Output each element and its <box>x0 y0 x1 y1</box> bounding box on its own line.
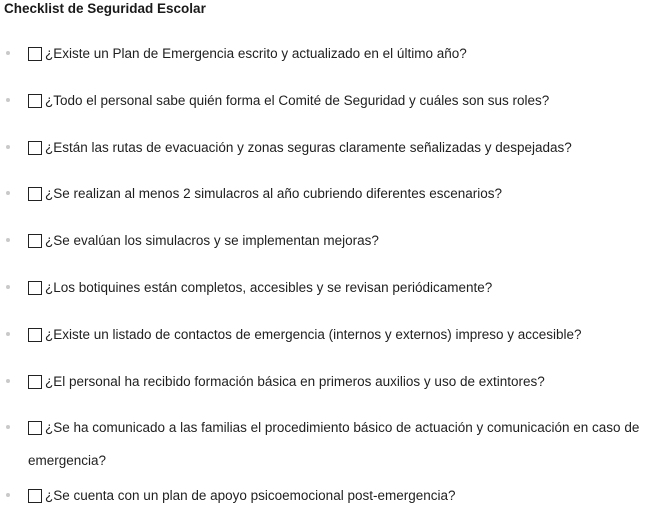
item-text: ¿Se realizan al menos 2 simulacros al año cubriendo diferentes escenarios? <box>45 186 502 201</box>
item-line <box>28 131 572 164</box>
bullet-icon <box>6 379 10 383</box>
item-text: ¿Todo el personal sabe quién forma el Comité de Seguridad y cuáles son sus roles? <box>45 93 550 108</box>
item-text: ¿Se cuenta con un plan de apoyo psicoemocional post-emergencia? <box>45 488 456 503</box>
item-text: ¿Se evalúan los simulacros y se implementan mejoras? <box>45 233 379 248</box>
checkbox[interactable] <box>28 421 42 435</box>
checkbox[interactable] <box>28 234 42 248</box>
checkbox[interactable] <box>28 328 42 342</box>
item-text: ¿Están las rutas de evacuación y zonas seguras claramente señalizadas y despejadas? <box>45 140 572 155</box>
item-text: ¿El personal ha recibido formación básica en primeros auxilios y uso de extintores? <box>45 374 545 389</box>
checkbox[interactable] <box>28 141 42 155</box>
bullet-icon <box>6 238 10 242</box>
bullet-icon <box>6 191 10 195</box>
bullet-icon <box>6 285 10 289</box>
item-line <box>28 479 456 512</box>
item-line <box>28 318 582 351</box>
page-title: Checklist de Seguridad Escolar <box>4 1 206 16</box>
checkbox[interactable] <box>28 281 42 295</box>
item-line <box>28 411 639 444</box>
item-text-continued: emergencia? <box>28 453 107 468</box>
item-line <box>28 37 467 70</box>
item-line <box>28 271 492 304</box>
checkbox[interactable] <box>28 94 42 108</box>
item-text: ¿Los botiquines están completos, accesibles y se revisan periódicamente? <box>45 280 493 295</box>
checkbox[interactable] <box>28 489 42 503</box>
bullet-icon <box>6 51 10 55</box>
bullet-icon <box>6 145 10 149</box>
item-line <box>28 365 545 398</box>
checkbox[interactable] <box>28 187 42 201</box>
bullet-icon <box>6 98 10 102</box>
bullet-icon <box>6 332 10 336</box>
item-line <box>28 84 549 117</box>
item-text: ¿Existe un listado de contactos de emergencia (internos y externos) impreso y accesible? <box>45 327 582 342</box>
bullet-icon <box>6 425 10 429</box>
bullet-icon <box>6 493 10 497</box>
checkbox[interactable] <box>28 375 42 389</box>
item-line <box>28 224 379 257</box>
checkbox[interactable] <box>28 47 42 61</box>
item-text: ¿Se ha comunicado a las familias el procedimiento básico de actuación y comunicación en caso de <box>45 420 640 435</box>
checklist-item <box>0 411 650 477</box>
item-line <box>28 177 502 210</box>
item-text: ¿Existe un Plan de Emergencia escrito y actualizado en el último año? <box>45 46 467 61</box>
